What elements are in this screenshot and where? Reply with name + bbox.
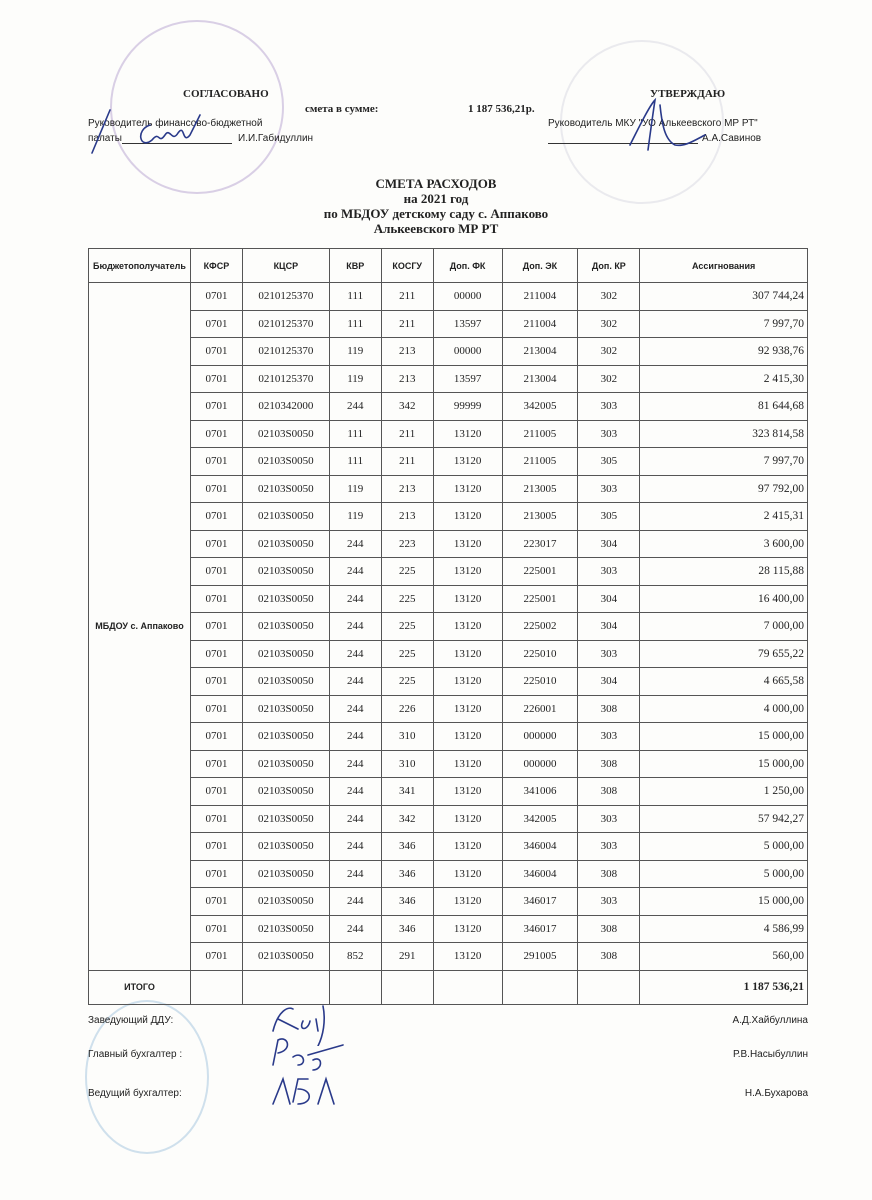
table-cell: 211 bbox=[381, 283, 433, 311]
table-cell: 305 bbox=[578, 448, 640, 476]
table-cell: 13120 bbox=[433, 915, 502, 943]
table-cell: 346017 bbox=[502, 915, 578, 943]
table-header-row bbox=[89, 249, 808, 283]
table-cell: 13120 bbox=[433, 833, 502, 861]
table-row bbox=[89, 723, 808, 751]
table-cell: 119 bbox=[329, 365, 381, 393]
total-value: 1 187 536,21 bbox=[640, 970, 808, 1004]
table-cell: 346 bbox=[381, 860, 433, 888]
table-cell: 342 bbox=[381, 805, 433, 833]
table-cell: 111 bbox=[329, 420, 381, 448]
table-cell: 346004 bbox=[502, 860, 578, 888]
table-cell: 111 bbox=[329, 448, 381, 476]
table-row bbox=[89, 668, 808, 696]
footer-signature bbox=[268, 1035, 353, 1080]
table-cell: 346017 bbox=[502, 888, 578, 916]
table-cell: 346 bbox=[381, 915, 433, 943]
table-cell: 13597 bbox=[433, 310, 502, 338]
table-cell: 0701 bbox=[190, 530, 242, 558]
table-cell: 02103S0050 bbox=[242, 943, 329, 971]
table-row bbox=[89, 503, 808, 531]
document-title bbox=[0, 176, 872, 236]
table-cell: 02103S0050 bbox=[242, 695, 329, 723]
table-cell: 0701 bbox=[190, 833, 242, 861]
table-cell: 303 bbox=[578, 420, 640, 448]
footer-name: А.Д.Хайбуллина bbox=[732, 1015, 808, 1026]
table-row bbox=[89, 915, 808, 943]
table-cell bbox=[381, 970, 433, 1004]
table-cell: 213005 bbox=[502, 503, 578, 531]
table-cell: 13120 bbox=[433, 888, 502, 916]
table-cell: 305 bbox=[578, 503, 640, 531]
table-cell: 7 000,00 bbox=[640, 613, 808, 641]
table-cell: 213004 bbox=[502, 365, 578, 393]
table-cell: 0701 bbox=[190, 420, 242, 448]
table-cell: 0701 bbox=[190, 475, 242, 503]
table-row bbox=[89, 365, 808, 393]
column-header: Доп. ФК bbox=[433, 249, 502, 283]
table-cell: 0701 bbox=[190, 338, 242, 366]
table-cell: 346004 bbox=[502, 833, 578, 861]
table-cell: 0701 bbox=[190, 805, 242, 833]
table-cell: 0701 bbox=[190, 860, 242, 888]
table-cell: 02103S0050 bbox=[242, 833, 329, 861]
table-cell: 15 000,00 bbox=[640, 750, 808, 778]
table-cell: 303 bbox=[578, 805, 640, 833]
table-cell: 119 bbox=[329, 338, 381, 366]
table-cell: 213005 bbox=[502, 475, 578, 503]
right-signature-line bbox=[548, 143, 698, 144]
table-cell: 02103S0050 bbox=[242, 448, 329, 476]
table-cell: 211005 bbox=[502, 448, 578, 476]
table-cell: 13597 bbox=[433, 365, 502, 393]
table-row bbox=[89, 833, 808, 861]
table-cell: 0701 bbox=[190, 668, 242, 696]
table-cell: 244 bbox=[329, 558, 381, 586]
table-cell: 303 bbox=[578, 475, 640, 503]
table-cell: 308 bbox=[578, 915, 640, 943]
table-row bbox=[89, 420, 808, 448]
table-cell: 4 000,00 bbox=[640, 695, 808, 723]
table-cell: 13120 bbox=[433, 475, 502, 503]
table-row bbox=[89, 448, 808, 476]
table-cell: 000000 bbox=[502, 750, 578, 778]
table-cell: 02103S0050 bbox=[242, 585, 329, 613]
table-cell: 1 250,00 bbox=[640, 778, 808, 806]
total-row bbox=[89, 970, 808, 1004]
table-cell: 0701 bbox=[190, 888, 242, 916]
table-cell: 308 bbox=[578, 860, 640, 888]
table-cell: 0701 bbox=[190, 778, 242, 806]
table-cell: 02103S0050 bbox=[242, 558, 329, 586]
table-row bbox=[89, 943, 808, 971]
sum-value: 1 187 536,21р. bbox=[468, 103, 535, 115]
table-cell: 225010 bbox=[502, 640, 578, 668]
table-cell: 244 bbox=[329, 860, 381, 888]
table-cell: 92 938,76 bbox=[640, 338, 808, 366]
table-cell bbox=[329, 970, 381, 1004]
table-cell: 346 bbox=[381, 888, 433, 916]
table-cell: 119 bbox=[329, 475, 381, 503]
table-cell: 223017 bbox=[502, 530, 578, 558]
table-cell: 304 bbox=[578, 530, 640, 558]
table-cell: 13120 bbox=[433, 750, 502, 778]
table-cell: 97 792,00 bbox=[640, 475, 808, 503]
table-cell: 244 bbox=[329, 723, 381, 751]
column-header: КФСР bbox=[190, 249, 242, 283]
table-cell: 02103S0050 bbox=[242, 778, 329, 806]
table-cell: 0210125370 bbox=[242, 310, 329, 338]
table-cell: 225 bbox=[381, 585, 433, 613]
table-cell: 13120 bbox=[433, 805, 502, 833]
table-cell: 225001 bbox=[502, 585, 578, 613]
table-cell: 244 bbox=[329, 393, 381, 421]
table-cell bbox=[433, 970, 502, 1004]
table-cell: 0701 bbox=[190, 365, 242, 393]
table-cell: 342005 bbox=[502, 805, 578, 833]
table-cell: 302 bbox=[578, 310, 640, 338]
table-cell: 0701 bbox=[190, 283, 242, 311]
table-cell: 244 bbox=[329, 888, 381, 916]
table-row bbox=[89, 640, 808, 668]
table-cell: 0701 bbox=[190, 943, 242, 971]
table-cell: 211004 bbox=[502, 283, 578, 311]
expense-table bbox=[88, 248, 808, 1005]
table-cell: 13120 bbox=[433, 778, 502, 806]
table-cell bbox=[502, 970, 578, 1004]
table-cell: 244 bbox=[329, 805, 381, 833]
footer-role: Заведующий ДДУ: bbox=[88, 1015, 174, 1026]
table-cell: 00000 bbox=[433, 283, 502, 311]
title-line-2: на 2021 год bbox=[403, 191, 469, 206]
table-cell: 0701 bbox=[190, 695, 242, 723]
table-cell: 2 415,31 bbox=[640, 503, 808, 531]
table-row bbox=[89, 283, 808, 311]
table-cell: 3 600,00 bbox=[640, 530, 808, 558]
table-cell: 244 bbox=[329, 750, 381, 778]
table-cell: 211005 bbox=[502, 420, 578, 448]
table-cell: 7 997,70 bbox=[640, 448, 808, 476]
table-cell: 225001 bbox=[502, 558, 578, 586]
table-cell: 291 bbox=[381, 943, 433, 971]
table-cell: 02103S0050 bbox=[242, 668, 329, 696]
table-cell: 13120 bbox=[433, 695, 502, 723]
table-cell: 13120 bbox=[433, 668, 502, 696]
table-cell: 244 bbox=[329, 833, 381, 861]
table-cell: 2 415,30 bbox=[640, 365, 808, 393]
table-cell: 00000 bbox=[433, 338, 502, 366]
title-line-4: Алькеевского МР РТ bbox=[373, 221, 499, 236]
table-cell: 0701 bbox=[190, 393, 242, 421]
table-cell: 211 bbox=[381, 448, 433, 476]
total-label: ИТОГО bbox=[89, 970, 191, 1004]
table-row bbox=[89, 695, 808, 723]
table-cell: 303 bbox=[578, 723, 640, 751]
table-cell: 302 bbox=[578, 283, 640, 311]
table-cell: 0701 bbox=[190, 613, 242, 641]
table-cell: 308 bbox=[578, 750, 640, 778]
table-cell: 225 bbox=[381, 613, 433, 641]
table-cell: 13120 bbox=[433, 420, 502, 448]
table-cell: 303 bbox=[578, 558, 640, 586]
table-cell: 0701 bbox=[190, 640, 242, 668]
table-cell: 302 bbox=[578, 365, 640, 393]
table-cell: 303 bbox=[578, 393, 640, 421]
table-cell: 0701 bbox=[190, 558, 242, 586]
table-cell: 02103S0050 bbox=[242, 475, 329, 503]
table-cell: 225 bbox=[381, 668, 433, 696]
table-cell: 0701 bbox=[190, 310, 242, 338]
left-role-1: Руководитель финансово-бюджетной bbox=[88, 118, 263, 129]
table-cell: 13120 bbox=[433, 503, 502, 531]
table-cell: 560,00 bbox=[640, 943, 808, 971]
table-cell: 213 bbox=[381, 475, 433, 503]
table-cell: 28 115,88 bbox=[640, 558, 808, 586]
table-row bbox=[89, 585, 808, 613]
table-cell: 13120 bbox=[433, 640, 502, 668]
table-cell bbox=[578, 970, 640, 1004]
table-row bbox=[89, 805, 808, 833]
table-cell: 225002 bbox=[502, 613, 578, 641]
table-cell: 302 bbox=[578, 338, 640, 366]
approve-label: УТВЕРЖДАЮ bbox=[650, 88, 726, 100]
table-cell: 13120 bbox=[433, 448, 502, 476]
table-cell: 213 bbox=[381, 365, 433, 393]
table-row bbox=[89, 530, 808, 558]
table-cell: 244 bbox=[329, 530, 381, 558]
table-cell: 02103S0050 bbox=[242, 915, 329, 943]
table-cell: 0210342000 bbox=[242, 393, 329, 421]
table-cell: 304 bbox=[578, 585, 640, 613]
table-row bbox=[89, 393, 808, 421]
table-cell: 211004 bbox=[502, 310, 578, 338]
stamp-left bbox=[110, 20, 284, 194]
table-cell: 15 000,00 bbox=[640, 723, 808, 751]
table-cell: 13120 bbox=[433, 723, 502, 751]
table-cell bbox=[190, 970, 242, 1004]
table-cell: 13120 bbox=[433, 558, 502, 586]
table-cell: 852 bbox=[329, 943, 381, 971]
table-cell: 111 bbox=[329, 310, 381, 338]
footer-signature bbox=[268, 1074, 353, 1119]
table-cell: 225010 bbox=[502, 668, 578, 696]
table-cell: 308 bbox=[578, 695, 640, 723]
table-cell: 0701 bbox=[190, 503, 242, 531]
table-cell: 244 bbox=[329, 613, 381, 641]
table-cell bbox=[242, 970, 329, 1004]
table-cell: 303 bbox=[578, 888, 640, 916]
table-cell: 304 bbox=[578, 668, 640, 696]
table-row bbox=[89, 750, 808, 778]
table-row bbox=[89, 860, 808, 888]
table-cell: 0701 bbox=[190, 723, 242, 751]
table-cell: 02103S0050 bbox=[242, 750, 329, 778]
table-cell: 7 997,70 bbox=[640, 310, 808, 338]
table-cell: 02103S0050 bbox=[242, 640, 329, 668]
table-cell: 0701 bbox=[190, 915, 242, 943]
table-cell: 81 644,68 bbox=[640, 393, 808, 421]
table-cell: 02103S0050 bbox=[242, 613, 329, 641]
recipient-cell: МБДОУ с. Аппаково bbox=[89, 283, 191, 971]
table-row bbox=[89, 338, 808, 366]
table-cell: 341 bbox=[381, 778, 433, 806]
table-cell: 02103S0050 bbox=[242, 860, 329, 888]
table-row bbox=[89, 888, 808, 916]
table-cell: 244 bbox=[329, 668, 381, 696]
title-line-1: СМЕТА РАСХОДОВ bbox=[375, 176, 497, 191]
table-cell: 02103S0050 bbox=[242, 503, 329, 531]
table-cell: 223 bbox=[381, 530, 433, 558]
table-cell: 211 bbox=[381, 420, 433, 448]
table-cell: 0210125370 bbox=[242, 283, 329, 311]
table-cell: 15 000,00 bbox=[640, 888, 808, 916]
table-cell: 310 bbox=[381, 750, 433, 778]
table-cell: 02103S0050 bbox=[242, 723, 329, 751]
column-header: Доп. ЭК bbox=[502, 249, 578, 283]
column-header: Ассигнования bbox=[640, 249, 808, 283]
table-cell: 310 bbox=[381, 723, 433, 751]
right-role: Руководитель МКУ "УО Алькеевского МР РТ" bbox=[548, 118, 758, 129]
table-cell: 119 bbox=[329, 503, 381, 531]
table-cell: 4 586,99 bbox=[640, 915, 808, 943]
table-cell: 308 bbox=[578, 943, 640, 971]
table-row bbox=[89, 558, 808, 586]
table-row bbox=[89, 475, 808, 503]
table-cell: 02103S0050 bbox=[242, 420, 329, 448]
agreed-label: СОГЛАСОВАНО bbox=[183, 88, 269, 100]
table-cell: 213 bbox=[381, 338, 433, 366]
table-cell: 57 942,27 bbox=[640, 805, 808, 833]
table-cell: 79 655,22 bbox=[640, 640, 808, 668]
table-cell: 342 bbox=[381, 393, 433, 421]
footer-role: Главный бухгалтер : bbox=[88, 1049, 183, 1060]
table-cell: 13120 bbox=[433, 943, 502, 971]
table-cell: 211 bbox=[381, 310, 433, 338]
table-cell: 5 000,00 bbox=[640, 860, 808, 888]
table-cell: 02103S0050 bbox=[242, 888, 329, 916]
left-name: И.И.Габидуллин bbox=[238, 133, 314, 144]
sum-label: смета в сумме: bbox=[305, 103, 379, 115]
table-cell: 323 814,58 bbox=[640, 420, 808, 448]
table-cell: 291005 bbox=[502, 943, 578, 971]
table-row bbox=[89, 310, 808, 338]
right-name: А.А.Савинов bbox=[702, 133, 762, 144]
table-cell: 13120 bbox=[433, 585, 502, 613]
table-cell: 304 bbox=[578, 613, 640, 641]
table-cell: 225 bbox=[381, 558, 433, 586]
table-cell: 226 bbox=[381, 695, 433, 723]
footer-role: Ведущий бухгалтер: bbox=[88, 1088, 182, 1099]
table-cell: 0701 bbox=[190, 448, 242, 476]
table-cell: 244 bbox=[329, 695, 381, 723]
table-cell: 244 bbox=[329, 585, 381, 613]
table-cell: 0210125370 bbox=[242, 365, 329, 393]
table-cell: 13120 bbox=[433, 530, 502, 558]
table-cell: 226001 bbox=[502, 695, 578, 723]
table-cell: 99999 bbox=[433, 393, 502, 421]
table-cell: 16 400,00 bbox=[640, 585, 808, 613]
table-row bbox=[89, 613, 808, 641]
column-header: Доп. КР bbox=[578, 249, 640, 283]
table-cell: 213 bbox=[381, 503, 433, 531]
table-cell: 13120 bbox=[433, 613, 502, 641]
column-header: Бюджетополучатель bbox=[89, 249, 191, 283]
table-row bbox=[89, 778, 808, 806]
column-header: КОСГУ bbox=[381, 249, 433, 283]
table-cell: 346 bbox=[381, 833, 433, 861]
table-cell: 13120 bbox=[433, 860, 502, 888]
left-signature-line bbox=[122, 143, 232, 144]
column-header: КЦСР bbox=[242, 249, 329, 283]
table-cell: 000000 bbox=[502, 723, 578, 751]
table-cell: 4 665,58 bbox=[640, 668, 808, 696]
table-cell: 111 bbox=[329, 283, 381, 311]
footer-name: Н.А.Бухарова bbox=[744, 1088, 808, 1099]
table-cell: 213004 bbox=[502, 338, 578, 366]
column-header: КВР bbox=[329, 249, 381, 283]
table-cell: 303 bbox=[578, 833, 640, 861]
title-line-3: по МБДОУ детскому саду с. Аппаково bbox=[323, 206, 549, 221]
table-cell: 02103S0050 bbox=[242, 530, 329, 558]
table-cell: 5 000,00 bbox=[640, 833, 808, 861]
table-cell: 244 bbox=[329, 640, 381, 668]
table-cell: 0701 bbox=[190, 585, 242, 613]
table-cell: 244 bbox=[329, 915, 381, 943]
table-cell: 0210125370 bbox=[242, 338, 329, 366]
table-cell: 341006 bbox=[502, 778, 578, 806]
table-cell: 342005 bbox=[502, 393, 578, 421]
table-cell: 244 bbox=[329, 778, 381, 806]
table-cell: 02103S0050 bbox=[242, 805, 329, 833]
footer-name: Р.В.Насыбуллин bbox=[732, 1049, 808, 1060]
table-cell: 308 bbox=[578, 778, 640, 806]
table-cell: 307 744,24 bbox=[640, 283, 808, 311]
left-role-2: палаты bbox=[88, 133, 122, 144]
table-cell: 303 bbox=[578, 640, 640, 668]
footer-signature bbox=[268, 1001, 353, 1046]
table-cell: 0701 bbox=[190, 750, 242, 778]
table-cell: 225 bbox=[381, 640, 433, 668]
